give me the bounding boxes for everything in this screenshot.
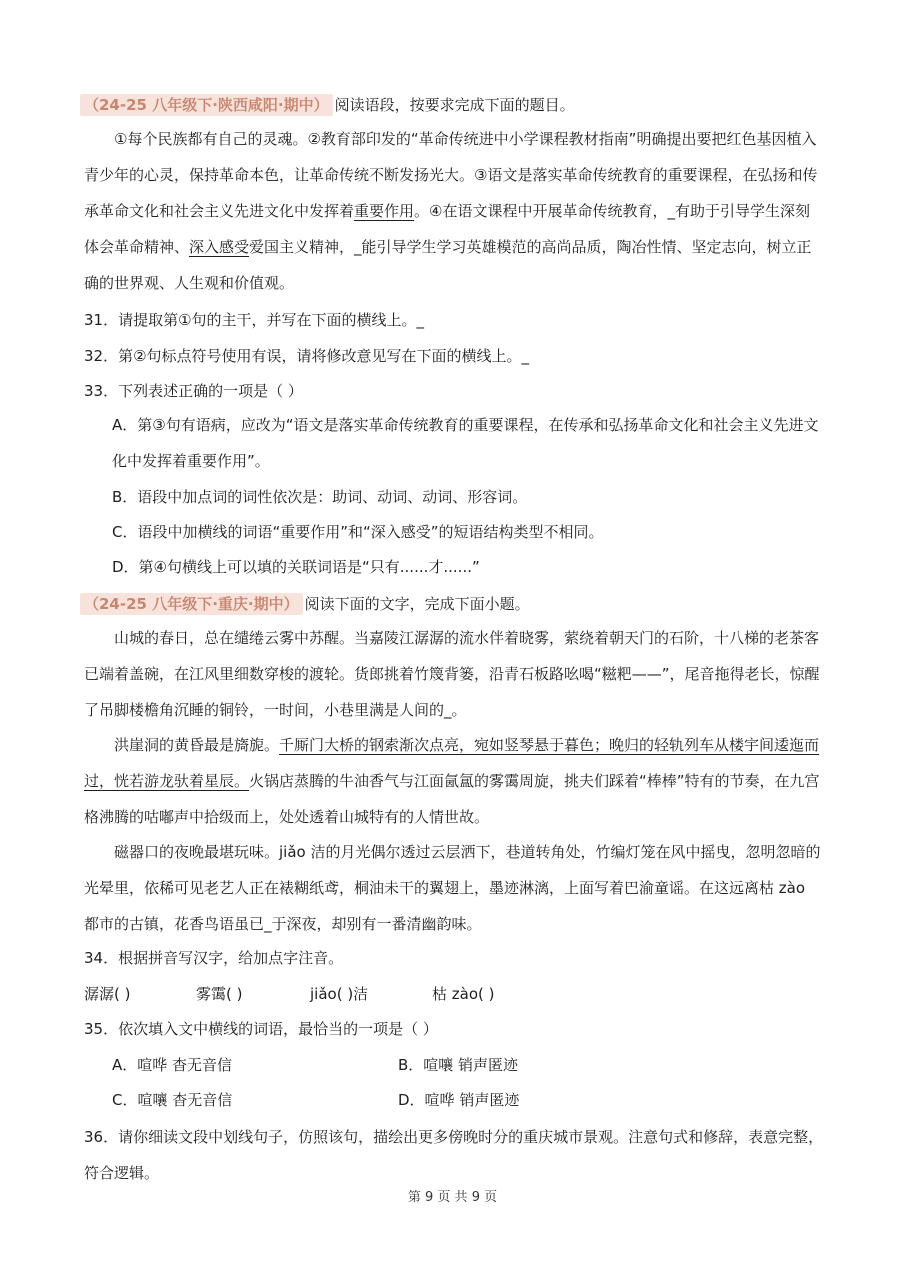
option-35d: D．喧哗 销声匿迹 bbox=[398, 1091, 520, 1109]
section2-intro: 阅读下面的文字，完成下面小题。 bbox=[304, 595, 530, 613]
section1-passage bbox=[84, 121, 824, 301]
section1-header bbox=[84, 94, 575, 116]
option-33d: D．第④句横线上可以填的关联词语是“只有......才......” bbox=[112, 558, 480, 576]
option-33a: A．第③句有语病，应改为“语文是落实革命传统教育的重要课程，在传承和弘扬革命文化和社会主义先进文化中发挥着重要作用”。 bbox=[112, 416, 819, 470]
option-35a: A．喧哗 杳无音信 bbox=[112, 1056, 233, 1074]
pinyin-item: 雾霭( ) bbox=[196, 985, 243, 1003]
source-tag: （24-25 八年级下·重庆·期中） bbox=[80, 593, 303, 615]
section2-paragraph-2 bbox=[84, 727, 824, 835]
question-34: 34．根据拼音写汉字，给加点字注音。 bbox=[84, 949, 344, 967]
passage-text: 火锅店蒸腾的牛油香气与江面氤氲的雾霭周旋，挑夫们踩着“棒棒”特有的节奏，在九宫格沸腾的咕嘟声中拾级而上，处处透着山城特有的人情世故。 bbox=[84, 772, 820, 826]
section2-paragraph-1: 山城的春日，总在缱绻云雾中苏醒。当嘉陵江潺潺的流水伴着晓雾，萦绕着朝天门的石阶，十八梯的老茶客已端着盖碗，在江风里细数穿梭的渡轮。货郎挑着竹篾背篓，沿青石板路吆喝“糍粑——”，尾音拖得老长，惊醒了吊脚楼檐角沉睡的铜铃，一时间，小巷里满是人间的_。 bbox=[84, 629, 820, 719]
passage-text: 引导学生学习英雄模范的高尚品质，陶冶性情、坚定志向，树立正确的世界观、人生观和价值观。 bbox=[84, 238, 812, 292]
pinyin-item: 枯 zào( ) bbox=[432, 985, 495, 1003]
underlined-phrase: 深入感受 bbox=[189, 238, 250, 256]
pinyin-item: 潺潺( ) bbox=[84, 985, 131, 1003]
section2-paragraph-3: 磁器口的夜晚最堪玩味。jiǎo 洁的月光偶尔透过云层洒下，巷道转角处，竹编灯笼在风中摇曳，忽明忽暗的光晕里，依稀可见老艺人正在裱糊纸鸢，桐油未干的翼翅上，墨迹淋漓，上面写着巴渝童谣。在这远离枯 zào 都市的古镇，花香鸟语虽已_于深夜，却别有一番清幽韵味。 bbox=[84, 843, 821, 933]
passage-text: 引导学生深刻体会革命精神、 bbox=[84, 202, 811, 256]
option-33b: B．语段中加点词的词性依次是：助词、动词、动词、形容词。 bbox=[112, 488, 528, 506]
option-35b: B．喧嚷 销声匿迹 bbox=[398, 1056, 519, 1074]
passage-text: 爱国主义精神，_能 bbox=[249, 238, 377, 256]
question-32: 32．第②句标点符号使用有误，请将修改意见写在下面的横线上。_ bbox=[84, 347, 530, 365]
question-31: 31．请提取第①句的主干，并写在下面的横线上。_ bbox=[84, 311, 425, 329]
question-35: 35．依次填入文中横线的词语，最恰当的一项是（ ） bbox=[84, 1020, 438, 1038]
question-33: 33．下列表述正确的一项是（ ） bbox=[84, 382, 303, 400]
passage-text: ①每个民族都有自己的灵魂。②教育部印发的“革命传统进中小学课程教材指南”明确提出要把红色基因植入青少年的心灵，保持革命本色，让革命传统不断发扬光大。③语文是落实革命传统教育的重要课程，在弘扬和传承革命文化和社会主义先进文化中发挥着 bbox=[84, 130, 818, 220]
section1-intro: 阅读语段，按要求完成下面的题目。 bbox=[334, 96, 575, 114]
passage-text: 洪崖洞的黄昏最是旖旎。 bbox=[114, 736, 280, 754]
underlined-phrase: 重要作用 bbox=[354, 202, 415, 220]
section2-header bbox=[84, 593, 530, 615]
passage-text: _有助于 bbox=[667, 202, 720, 220]
pinyin-item: jiǎo( )洁 bbox=[310, 985, 369, 1003]
underlined-sentence: 千厮门大桥的钢索渐次点亮，宛如竖琴悬于暮色；晚归的轻轨列车从楼宇间逶迤而过，恍若游龙驮着星辰。 bbox=[84, 736, 820, 790]
option-35c: C．喧嚷 杳无音信 bbox=[112, 1091, 233, 1109]
question-36: 36．请你细读文段中划线句子，仿照该句，描绘出更多傍晚时分的重庆城市景观。注意句式和修辞，表意完整，符合逻辑。 bbox=[84, 1128, 824, 1182]
page-footer: 第 9 页 共 9 页 bbox=[407, 1190, 498, 1205]
passage-text: 。④在语文课程中开展革命传统教育， bbox=[414, 202, 668, 220]
source-tag: （24-25 八年级下·陕西咸阳·期中） bbox=[80, 94, 333, 116]
option-33c: C．语段中加横线的词语“重要作用”和“深入感受”的短语结构类型不相同。 bbox=[112, 523, 604, 541]
